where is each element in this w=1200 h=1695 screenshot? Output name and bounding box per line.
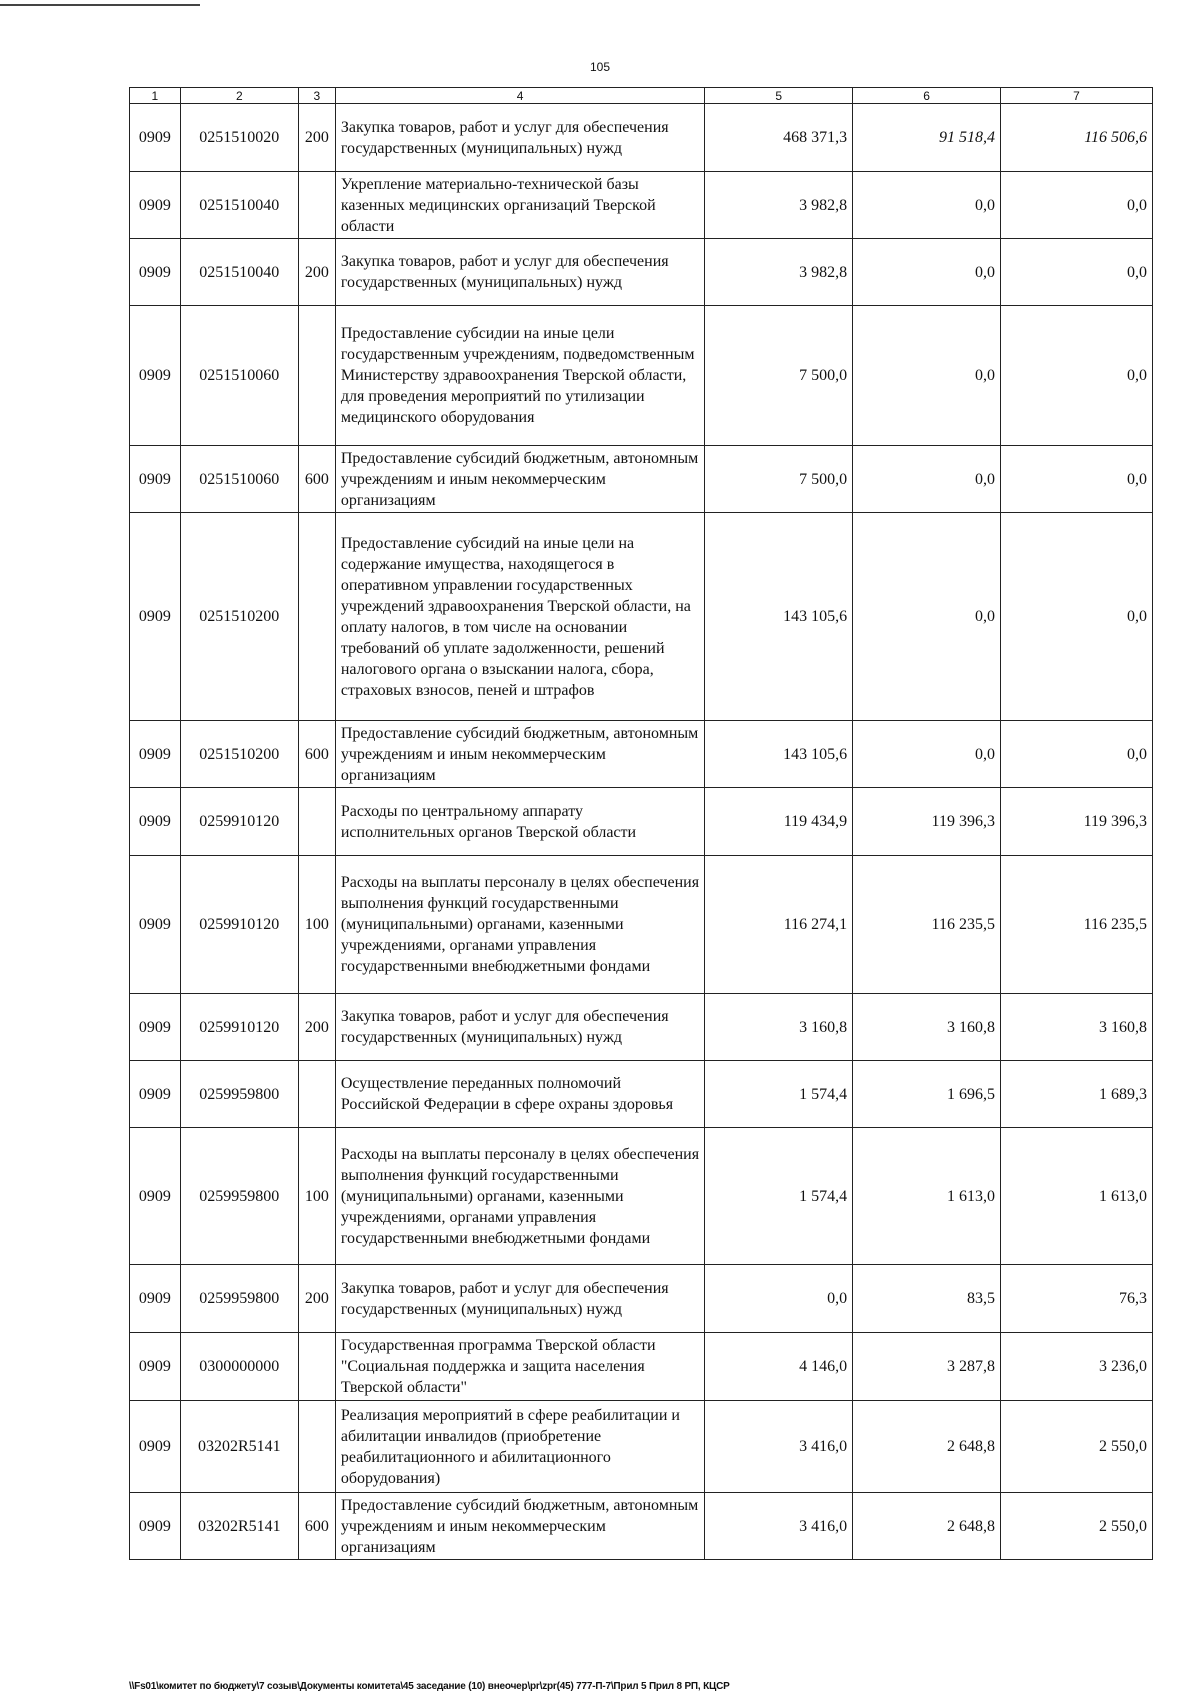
table-row — [130, 446, 1153, 513]
header-cell: 5 — [705, 88, 853, 104]
value-cell-col5: 3 416,0 — [705, 1401, 853, 1493]
csr-code-cell: 0259959800 — [180, 1265, 298, 1333]
vr-code-cell: 200 — [298, 104, 335, 172]
csr-code-cell: 0259959800 — [180, 1128, 298, 1265]
vr-code-cell — [298, 172, 335, 239]
value-cell-col7: 76,3 — [1000, 1265, 1152, 1333]
razdel-cell: 0909 — [130, 446, 181, 513]
description-cell: Предоставление субсидии на иные цели государственным учреждениям, подведомственным Министерству здравоохранения Тверской области, для проведения мероприятий по утилизации медицинского оборудования — [335, 306, 705, 446]
value-cell-col6: 0,0 — [853, 306, 1001, 446]
value-cell-col6: 0,0 — [853, 446, 1001, 513]
razdel-cell: 0909 — [130, 1265, 181, 1333]
value-cell-col6: 0,0 — [853, 172, 1001, 239]
vr-code-cell: 600 — [298, 1493, 335, 1560]
value-cell-col5: 3 982,8 — [705, 239, 853, 306]
vr-code-cell — [298, 513, 335, 721]
value-cell-col6: 1 696,5 — [853, 1061, 1001, 1128]
value-cell-col7: 3 160,8 — [1000, 994, 1152, 1061]
csr-code-cell: 0259959800 — [180, 1061, 298, 1128]
header-cell: 3 — [298, 88, 335, 104]
description-cell: Укрепление материально-технической базы казенных медицинских организаций Тверской области — [335, 172, 705, 239]
description-cell: Государственная программа Тверской области "Социальная поддержка и защита населения Тверской области" — [335, 1333, 705, 1401]
file-path-footer: \\Fs01\комитет по бюджету\7 созыв\Документы комитета\45 заседание (10) внеочер\pr\zpr(45) 777-П-7\Прил 5 Прил 8 РП, КЦСР — [129, 1681, 730, 1692]
value-cell-col6: 116 235,5 — [853, 856, 1001, 994]
table-row — [130, 856, 1153, 994]
table-row — [130, 1493, 1153, 1560]
value-cell-col5: 3 416,0 — [705, 1493, 853, 1560]
vr-code-cell — [298, 1333, 335, 1401]
description-cell: Предоставление субсидий бюджетным, автономным учреждениям и иным некоммерческим организациям — [335, 1493, 705, 1560]
razdel-cell: 0909 — [130, 788, 181, 856]
value-cell-col5: 7 500,0 — [705, 306, 853, 446]
table-row — [130, 104, 1153, 172]
header-cell: 7 — [1000, 88, 1152, 104]
value-cell-col5: 7 500,0 — [705, 446, 853, 513]
value-cell-col7: 1 689,3 — [1000, 1061, 1152, 1128]
value-cell-col7: 1 613,0 — [1000, 1128, 1152, 1265]
value-cell-col7: 0,0 — [1000, 721, 1152, 788]
csr-code-cell: 0251510060 — [180, 306, 298, 446]
value-cell-col7: 116 235,5 — [1000, 856, 1152, 994]
header-cell: 6 — [853, 88, 1001, 104]
value-cell-col5: 116 274,1 — [705, 856, 853, 994]
value-cell-col5: 143 105,6 — [705, 513, 853, 721]
table-row — [130, 1265, 1153, 1333]
value-cell-col7: 0,0 — [1000, 239, 1152, 306]
table-row — [130, 1401, 1153, 1493]
budget-table — [129, 87, 1153, 1560]
header-cell: 4 — [335, 88, 705, 104]
description-cell: Закупка товаров, работ и услуг для обеспечения государственных (муниципальных) нужд — [335, 1265, 705, 1333]
vr-code-cell: 100 — [298, 856, 335, 994]
header-cell: 2 — [180, 88, 298, 104]
razdel-cell: 0909 — [130, 306, 181, 446]
razdel-cell: 0909 — [130, 1493, 181, 1560]
description-cell: Предоставление субсидий бюджетным, автономным учреждениям и иным некоммерческим организациям — [335, 446, 705, 513]
razdel-cell: 0909 — [130, 104, 181, 172]
value-cell-col6: 0,0 — [853, 239, 1001, 306]
value-cell-col5: 119 434,9 — [705, 788, 853, 856]
scan-edge-line — [0, 4, 200, 6]
razdel-cell: 0909 — [130, 172, 181, 239]
vr-code-cell: 200 — [298, 239, 335, 306]
vr-code-cell: 600 — [298, 446, 335, 513]
razdel-cell: 0909 — [130, 1333, 181, 1401]
description-cell: Предоставление субсидий бюджетным, автономным учреждениям и иным некоммерческим организациям — [335, 721, 705, 788]
value-cell-col7: 119 396,3 — [1000, 788, 1152, 856]
vr-code-cell: 200 — [298, 1265, 335, 1333]
vr-code-cell: 200 — [298, 994, 335, 1061]
header-cell: 1 — [130, 88, 181, 104]
value-cell-col5: 143 105,6 — [705, 721, 853, 788]
value-cell-col5: 468 371,3 — [705, 104, 853, 172]
csr-code-cell: 0259910120 — [180, 994, 298, 1061]
description-cell: Закупка товаров, работ и услуг для обеспечения государственных (муниципальных) нужд — [335, 239, 705, 306]
table-row — [130, 1061, 1153, 1128]
vr-code-cell — [298, 788, 335, 856]
page-number: 105 — [589, 60, 611, 74]
csr-code-cell: 0251510020 — [180, 104, 298, 172]
razdel-cell: 0909 — [130, 1128, 181, 1265]
value-cell-col7: 2 550,0 — [1000, 1493, 1152, 1560]
value-cell-col7: 0,0 — [1000, 172, 1152, 239]
description-cell: Предоставление субсидий на иные цели на содержание имущества, находящегося в оперативном управлении государственных учреждений здравоохранения Тверской области, на оплату налогов, в том числе на основании требований об уплате задолженности, решений налогового органа о взыскании налога, сбора, страховых взносов, пеней и штрафов — [335, 513, 705, 721]
description-cell: Закупка товаров, работ и услуг для обеспечения государственных (муниципальных) нужд — [335, 104, 705, 172]
csr-code-cell: 03202R5141 — [180, 1401, 298, 1493]
razdel-cell: 0909 — [130, 856, 181, 994]
value-cell-col6: 2 648,8 — [853, 1401, 1001, 1493]
razdel-cell: 0909 — [130, 239, 181, 306]
value-cell-col7: 116 506,6 — [1000, 104, 1152, 172]
vr-code-cell: 100 — [298, 1128, 335, 1265]
table-row — [130, 306, 1153, 446]
value-cell-col6: 83,5 — [853, 1265, 1001, 1333]
vr-code-cell — [298, 1401, 335, 1493]
vr-code-cell — [298, 306, 335, 446]
razdel-cell: 0909 — [130, 721, 181, 788]
csr-code-cell: 0259910120 — [180, 788, 298, 856]
description-cell: Расходы на выплаты персоналу в целях обеспечения выполнения функций государственными (муниципальными) органами, казенными учреждениями, органами управления государственными внебюджетными фондами — [335, 856, 705, 994]
value-cell-col6: 2 648,8 — [853, 1493, 1001, 1560]
description-cell: Реализация мероприятий в сфере реабилитации и абилитации инвалидов (приобретение реабилитационного и абилитационного оборудования) — [335, 1401, 705, 1493]
razdel-cell: 0909 — [130, 1401, 181, 1493]
value-cell-col7: 0,0 — [1000, 446, 1152, 513]
razdel-cell: 0909 — [130, 513, 181, 721]
vr-code-cell: 600 — [298, 721, 335, 788]
value-cell-col5: 1 574,4 — [705, 1128, 853, 1265]
description-cell: Осуществление переданных полномочий Российской Федерации в сфере охраны здоровья — [335, 1061, 705, 1128]
razdel-cell: 0909 — [130, 1061, 181, 1128]
csr-code-cell: 0259910120 — [180, 856, 298, 994]
table-row — [130, 1128, 1153, 1265]
razdel-cell: 0909 — [130, 994, 181, 1061]
table-row — [130, 1333, 1153, 1401]
table-row — [130, 788, 1153, 856]
csr-code-cell: 0251510040 — [180, 239, 298, 306]
value-cell-col7: 3 236,0 — [1000, 1333, 1152, 1401]
table-row — [130, 513, 1153, 721]
value-cell-col6: 0,0 — [853, 721, 1001, 788]
table-row — [130, 721, 1153, 788]
value-cell-col7: 2 550,0 — [1000, 1401, 1152, 1493]
value-cell-col7: 0,0 — [1000, 513, 1152, 721]
value-cell-col5: 4 146,0 — [705, 1333, 853, 1401]
table-row — [130, 994, 1153, 1061]
value-cell-col6: 3 160,8 — [853, 994, 1001, 1061]
value-cell-col6: 119 396,3 — [853, 788, 1001, 856]
description-cell: Расходы по центральному аппарату исполнительных органов Тверской области — [335, 788, 705, 856]
value-cell-col6: 1 613,0 — [853, 1128, 1001, 1265]
vr-code-cell — [298, 1061, 335, 1128]
table-row — [130, 172, 1153, 239]
csr-code-cell: 03202R5141 — [180, 1493, 298, 1560]
csr-code-cell: 0251510040 — [180, 172, 298, 239]
csr-code-cell: 0251510200 — [180, 721, 298, 788]
value-cell-col6: 0,0 — [853, 513, 1001, 721]
header-row — [130, 88, 1153, 104]
value-cell-col5: 1 574,4 — [705, 1061, 853, 1128]
value-cell-col5: 3 160,8 — [705, 994, 853, 1061]
value-cell-col5: 3 982,8 — [705, 172, 853, 239]
csr-code-cell: 0251510200 — [180, 513, 298, 721]
csr-code-cell: 0300000000 — [180, 1333, 298, 1401]
value-cell-col7: 0,0 — [1000, 306, 1152, 446]
value-cell-col6: 3 287,8 — [853, 1333, 1001, 1401]
value-cell-col5: 0,0 — [705, 1265, 853, 1333]
csr-code-cell: 0251510060 — [180, 446, 298, 513]
value-cell-col6: 91 518,4 — [853, 104, 1001, 172]
description-cell: Расходы на выплаты персоналу в целях обеспечения выполнения функций государственными (муниципальными) органами, казенными учреждениями, органами управления государственными внебюджетными фондами — [335, 1128, 705, 1265]
table-row — [130, 239, 1153, 306]
description-cell: Закупка товаров, работ и услуг для обеспечения государственных (муниципальных) нужд — [335, 994, 705, 1061]
